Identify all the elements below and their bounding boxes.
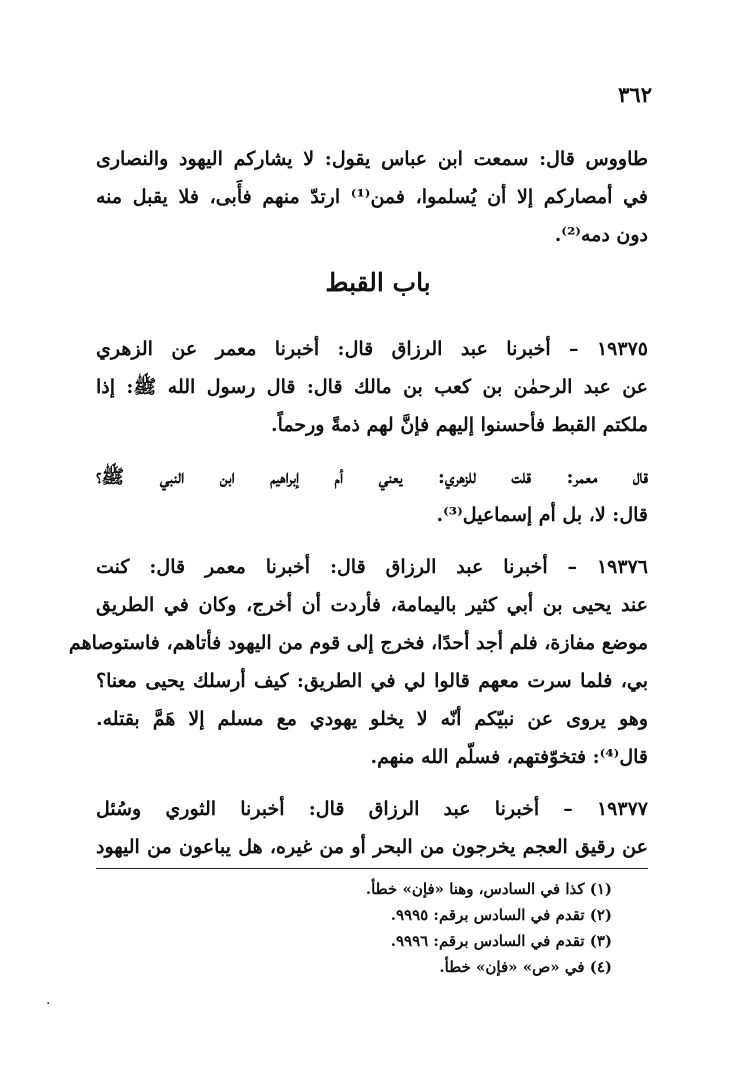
hadith-19377	[96, 790, 648, 866]
text-line: وهو يروى عن نبيّكم أنّه لا يخلو يهودي مع مسلم إلا هَمَّ بقتله.	[96, 708, 648, 730]
footnote: (٤) في «ص» «فإن» خطأ.	[439, 958, 612, 976]
footnote: (١) كذا في السادس، وهنا «فإن» خطأ.	[365, 880, 612, 898]
footnote: (٣) تقدم في السادس برقم: ٩٩٩٦.	[390, 932, 612, 950]
footnote-divider	[96, 868, 648, 869]
text-line: قال معمر: قلت للزهري: يعني أم إبراهيم ابن النبي ﷺ؟	[96, 466, 648, 488]
text-line: في أمصاركم إلا أن يُسلموا، فمن⁽¹⁾ ارتدّ منهم فأَبى، فلا يقبل منه	[96, 186, 648, 208]
text-line: موضع مفازة، فلم أجد أحدًا، فخرج إلى قوم من اليهود فأتاهم، فاستوصاهم	[68, 632, 648, 654]
page-number: ٣٦٢	[618, 82, 652, 107]
text-line: عن عبد الرحمٰن بن كعب بن مالك قال: قال رسول الله ﷺ: إذا	[96, 376, 648, 398]
hadith-19375	[96, 330, 648, 444]
print-speck: ·	[46, 996, 51, 1012]
chapter-title: باب القبط	[325, 268, 431, 297]
text-line: عن رقيق العجم يخرجون من البحر أو من غيره، هل يباعون من اليهود	[96, 836, 648, 858]
text-line: ١٩٣٧٥ – أخبرنا عبد الرزاق قال: أخبرنا معمر عن الزهري	[96, 338, 648, 360]
footnotes	[142, 876, 612, 980]
text-line: عند يحيى بن أبي كثير باليمامة، فأردت أن أخرج، وكان في الطريق	[96, 594, 648, 616]
text-line: ١٩٣٧٦ – أخبرنا عبد الرزاق قال: أخبرنا معمر قال: كنت	[96, 556, 648, 578]
hadith-19376	[68, 548, 648, 776]
text-line: طاووس قال: سمعت ابن عباس يقول: لا يشاركم اليهود والنصارى	[96, 148, 648, 170]
text-line: بي، فلما سرت معهم قالوا لي في الطريق: كيف أرسلك يحيى معنا؟	[96, 670, 648, 692]
text-line: ١٩٣٧٧ – أخبرنا عبد الرزاق قال: أخبرنا الثوري وسُئل	[96, 798, 648, 820]
text-line: قال: لا، بل أم إسماعيل⁽³⁾.	[436, 504, 648, 526]
text-line: قال⁽⁴⁾: فتخوّفتهم، فسلّم الله منهم.	[370, 746, 648, 768]
text-line: دون دمه⁽²⁾.	[554, 224, 648, 246]
footnote: (٢) تقدم في السادس برقم: ٩٩٩٥.	[390, 906, 612, 924]
mamar-note	[96, 458, 648, 534]
intro-paragraph	[96, 140, 648, 254]
text-line: ملكتم القبط فأحسنوا إليهم فإنَّ لهم ذمةً ورحماً.	[270, 414, 648, 436]
